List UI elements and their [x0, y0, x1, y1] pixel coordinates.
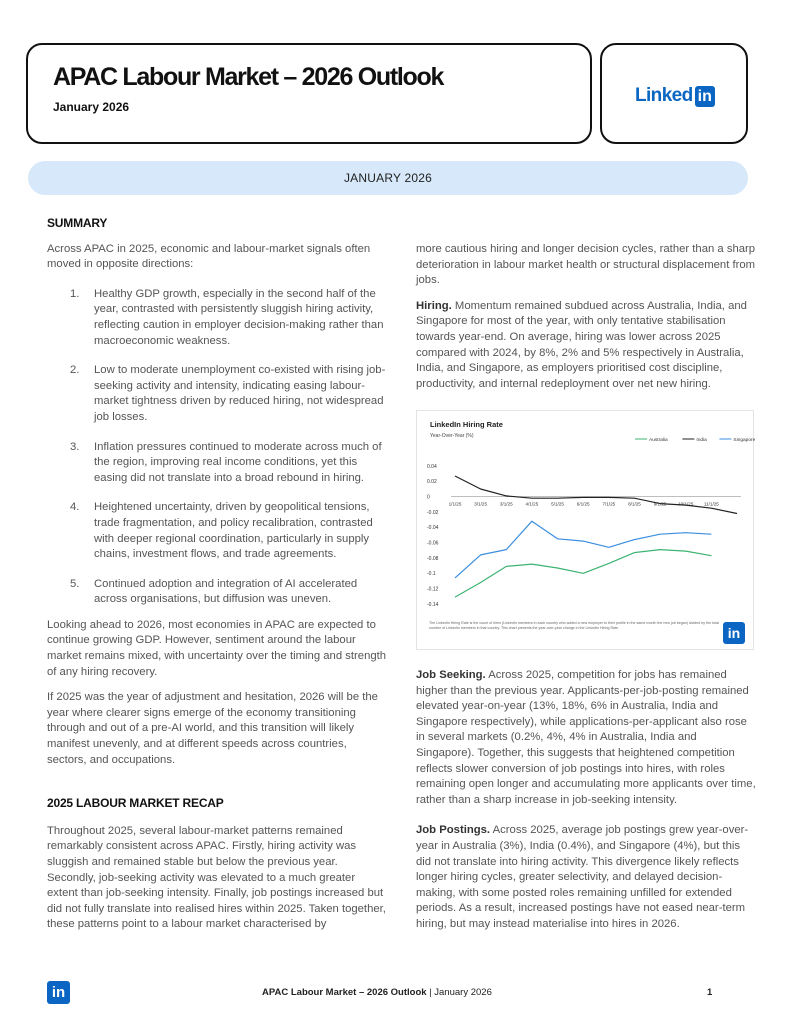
- y-tick-label: -0.06: [427, 540, 439, 547]
- page-number: 1: [707, 987, 713, 998]
- list-number: 2.: [70, 364, 80, 377]
- chart-footnote-box: [429, 621, 719, 643]
- job-postings-paragraph: [416, 823, 758, 932]
- outlook-paragraph: Looking ahead to 2026, most economies in APAC are expected to continue growing GDP. However, sentiment around the labour market remains mixed, with uncertainty over the timing and strength of any hiring recovery.: [47, 618, 387, 678]
- list-number: 3.: [70, 440, 80, 453]
- y-tick-label: 0.04: [427, 463, 437, 470]
- x-tick-label: 3/1/25: [499, 501, 513, 507]
- chart-title: LinkedIn Hiring Rate: [430, 420, 503, 429]
- y-tick-label: -0.1: [427, 571, 436, 578]
- list-item: [47, 500, 389, 562]
- y-axis-ticks: [427, 464, 439, 608]
- footer-title: APAC Labour Market – 2026 Outlook: [262, 987, 427, 998]
- chart-footnote: The LinkedIn Hiring Rate is the count of hires (LinkedIn members in each country who added a new employer to their profile in the same month the new job began) divided by the total number of LinkedIn members in that country. This chart presents the year-over-year change in the LinkedIn Hiring Rate.: [429, 621, 719, 630]
- summary-intro: Across APAC in 2025, economic and labour-market signals often moved in opposite directions:: [47, 242, 371, 271]
- series-line-australia: [455, 550, 711, 598]
- footer-linkedin-icon: in: [47, 981, 70, 1004]
- title-box: [26, 43, 592, 144]
- hiring-paragraph: [416, 299, 758, 393]
- right-column-top: [416, 242, 758, 402]
- x-tick-label: 8/1/25: [628, 501, 641, 507]
- x-tick-label: 3/1/25: [474, 501, 488, 507]
- job-seeking-label: Job Seeking.: [416, 669, 486, 681]
- y-tick-label: 0.02: [427, 479, 437, 486]
- hiring-label: Hiring.: [416, 299, 452, 312]
- legend-label: Singapore: [733, 437, 755, 443]
- month-banner: JANUARY 2026: [28, 161, 748, 195]
- x-tick-label: 6/1/25: [576, 501, 590, 507]
- series-line-india: [455, 476, 737, 514]
- list-text: Inflation pressures continued to moderate across much of the region, improving real income conditions, yet this easing did not translate into a broad rebound in hiring.: [94, 440, 382, 484]
- y-tick-label: -0.12: [427, 586, 439, 593]
- recap-heading: 2025 LABOUR MARKET RECAP: [47, 796, 224, 811]
- job-postings-label: Job Postings.: [416, 824, 491, 837]
- job-seeking-paragraph: [416, 668, 758, 808]
- linkedin-logo-word: Linked: [635, 85, 693, 106]
- series-line-singapore: [455, 521, 711, 578]
- hiring-text: Momentum remained subdued across Australia, India, and Singapore for most of the year, with only tentative stabilisation towards year-end. On average, hiring was lower across 2025 compared with 2024, by 8%, 2% and 5% respectively in Australia, India, and Singapore, as employers prioritised cost discipline, productivity, and internal redeployment over net new hiring.: [416, 299, 747, 390]
- x-tick-label: 11/1/25: [703, 501, 719, 507]
- footer-date: | January 2026: [426, 987, 492, 998]
- legend-label: India: [696, 437, 707, 443]
- chart-series: [455, 476, 737, 597]
- chart-legend: [635, 437, 755, 443]
- summary-list: [47, 287, 389, 608]
- y-tick-label: -0.04: [427, 525, 439, 532]
- chart-svg: [417, 411, 755, 651]
- transition-paragraph: If 2025 was the year of adjustment and hesitation, 2026 will be the year where clearer signs emerge of the economy transitioning through and out of a pre-AI world, and this transition will likely manifest unevenly, and at different speeds across countries, sectors, and occupations.: [47, 691, 378, 766]
- x-tick-label: 5/1/25: [551, 501, 564, 507]
- x-tick-label: 1/1/25: [448, 501, 462, 507]
- list-item: [47, 287, 389, 349]
- page-title: APAC Labour Market – 2026 Outlook: [53, 63, 444, 91]
- list-text: Heightened uncertainty, driven by geopolitical tensions, trade fragmentation, and policy recalibration, contrasted with deeper regional coordination, particularly in supply chains, investment flows, and trade agreements.: [94, 501, 373, 561]
- x-tick-label: 9/1/25: [653, 501, 667, 507]
- list-item: [47, 363, 389, 425]
- legend-label: Australia: [649, 437, 668, 443]
- x-tick-label: 4/1/25: [525, 501, 539, 507]
- right-column-bottom: [416, 668, 758, 943]
- summary-heading: SUMMARY: [47, 216, 108, 230]
- list-number: 5.: [70, 577, 80, 590]
- job-postings-text: Across 2025, average job postings grew year-over-year in Australia (3%), India (0.4%), and Singapore (4%), but this did not translate into hiring activity. This divergence likely reflects longer hiring cycles, greater selectivity, and delayed decision-making, with some posted roles remaining unfilled for extended periods. As a result, increased postings have not eased near-term hiring, but may instead materialise into hires in 2026.: [416, 824, 749, 930]
- recap-continued: more cautious hiring and longer decision cycles, rather than a sharp deterioration in labour market health or structural displacement from jobs.: [416, 243, 756, 287]
- list-number: 1.: [70, 287, 80, 300]
- y-tick-label: -0.08: [427, 555, 439, 562]
- chart-subtitle: Year-Over-Year (%): [430, 433, 474, 439]
- footer-text: [262, 987, 492, 998]
- linkedin-logo-in: in: [695, 86, 715, 107]
- list-text: Low to moderate unemployment co-existed with rising job-seeking activity and intensity, indicating easing labour-market tightness driven by reduced hiring, not widespread job losses.: [94, 364, 386, 423]
- logo-box: [600, 43, 748, 144]
- y-tick-label: 0: [427, 494, 430, 501]
- y-tick-label: -0.14: [427, 601, 439, 608]
- left-column: [47, 216, 389, 943]
- linkedin-icon: in: [723, 622, 745, 644]
- report-date: January 2026: [53, 100, 130, 114]
- list-text: Healthy GDP growth, especially in the second half of the year, contrasted with persistently sluggish hiring activity, reflecting caution in employer decision-making rather than macroeconomic weakness.: [94, 287, 384, 347]
- hiring-rate-chart: [416, 410, 754, 650]
- linkedin-logo: [635, 85, 715, 107]
- recap-paragraph: Throughout 2025, several labour-market patterns remained remarkably consistent across APAC. Firstly, hiring activity was sluggish and remained stable but below the previous year. Secondly, job-seeking activity was elevated to a much greater extent than job-seeking intensity. Finally, job postings increased but did not fully translate into realised hires within 2025. Taken together, these patterns point to a labour market characterised by: [47, 824, 386, 931]
- job-seeking-text: Across 2025, competition for jobs has remained higher than the previous year. Applicants-per-job-posting remained elevated year-on-year (13%, 18%, 6% in Australia, India and Singapore respectively), while applications-per-applicant also rose in several markets (0.2%, 4%, 4% in Australia, India and Singapore). Together, this suggests that heightened competition reflects slower conversion of job postings into hires, with roles remaining open longer and accumulating more applicants over time, rather than a sharp increase in job-seeking intensity.: [416, 669, 756, 806]
- list-number: 4.: [70, 501, 80, 514]
- x-tick-label: 7/1/25: [602, 501, 616, 507]
- list-item: [47, 440, 389, 487]
- x-tick-label: 10/1/25: [678, 501, 694, 507]
- list-text: Continued adoption and integration of AI accelerated across organisations, but diffusion was uneven.: [94, 577, 358, 606]
- y-tick-label: -0.02: [427, 509, 439, 516]
- list-item: [47, 577, 389, 608]
